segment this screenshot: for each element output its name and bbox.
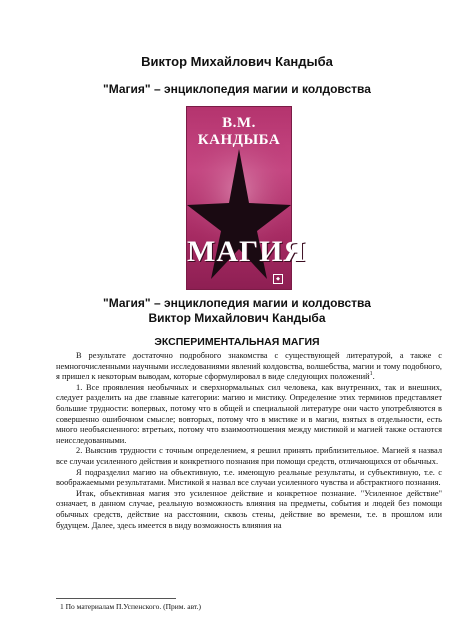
subheader-author: Виктор Михайлович Кандыба <box>148 311 326 325</box>
paragraph: 1. Все проявления необычных и сверхнормальных сил человека, как внутренних, так и внешних, следует разделить на две главные категории: магию и мистику. Определение этих терминов представляет большие трудности: вопервых, потому что в общей и специальной литературе они часто употребляются в совершенно ошибочном смысле; вовторых, потому что в мистике и в магии, взятых в отдельности, есть много необъясненного: втретьих, потому что взаимоотношения между мистикой и магией также остаются неисследованными. <box>56 382 442 445</box>
book-cover-image <box>187 107 307 289</box>
document-title: "Магия" – энциклопедия магии и колдовства <box>103 82 371 96</box>
body-text <box>56 351 442 531</box>
cover-title: МАГИЯ <box>187 235 307 268</box>
paragraph: Итак, объективная магия это усиленное действие и конкретное познание. "Усиленное действие" означает, в данном случае, реальную возможность влияния на предметы, события и людей без помощи обычных средств, действие на расстоянии, сквозь стены, действие во времени, т.е. в прошлом или будущем. Далее, здесь имеется в виду возможность влияния на <box>56 488 442 530</box>
publisher-logo: ◆ <box>273 274 283 284</box>
paragraph-text: В результате достаточно подробного знакомства с существующей литературой, а также с немногочисленными научными исследованиями явлений колдовства, волшебства, магии и тому подобного, я пришел к некоторым выводам, которые сформулировал в виде следующих положений <box>56 351 442 382</box>
section-title: ЭКСПЕРИМЕНТАЛЬНАЯ МАГИЯ <box>154 336 320 348</box>
cover-author: В.М. КАНДЫБА <box>197 115 281 148</box>
subheader-title: "Магия" – энциклопедия магии и колдовства <box>103 296 371 310</box>
footnote-marker: 1 <box>369 371 373 378</box>
footnote-divider <box>56 598 176 599</box>
paragraph: В результате достаточно подробного знакомства с существующей литературой, а также с немногочисленными научными исследованиями явлений колдовства, волшебства, магии и тому подобного, я пришел к некоторым выводам, которые сформулировал в виде следующих положений$^1$. <box>56 351 442 382</box>
paragraph: Я подразделил магию на объективную, т.е. имеющую реальные результаты, и субъективную, т.е. с воображаемыми результатами. Мистикой я назвал все случаи усиленного чувства и абстрактного познания. <box>56 467 442 488</box>
footnote: 1 По материалам П.Успенского. (Прим. авт.) <box>60 602 202 611</box>
document-author: Виктор Михайлович Кандыба <box>141 54 333 69</box>
paragraph: 2. Выяснив трудности с точным определением, я решил принять приблизительное. Магией я назвал все случаи усиленного действия и конкретного познания при помощи средств, отличающихся от обычных. <box>56 446 442 466</box>
